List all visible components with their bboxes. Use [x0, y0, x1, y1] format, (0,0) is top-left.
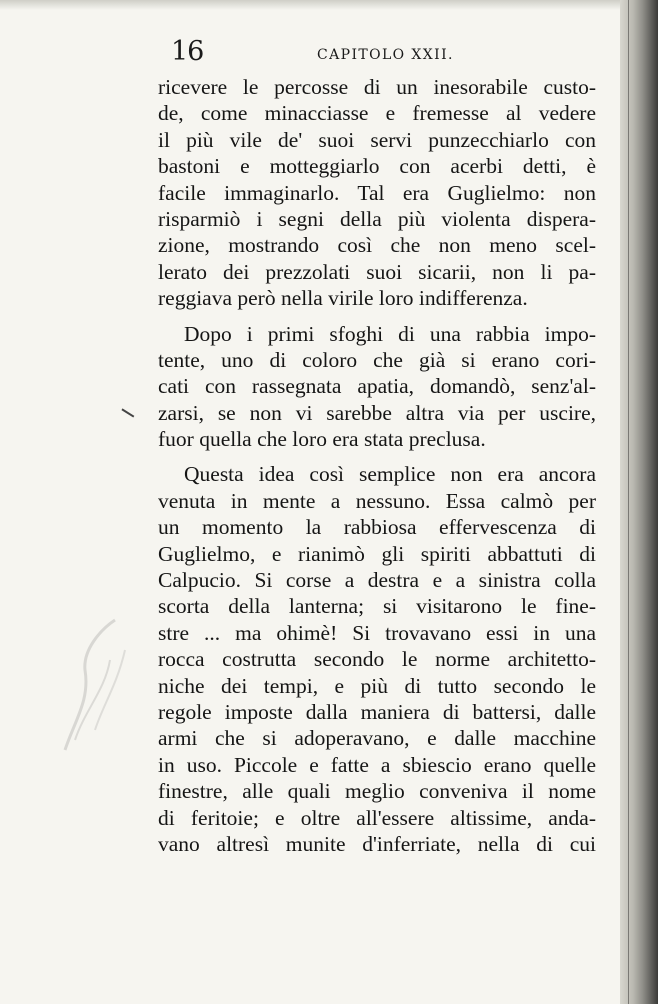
text-line: risparmiò i segni della più violenta dispera- [158, 206, 596, 231]
book-binding-edge [620, 0, 658, 1004]
text-line: fuor quella che loro era stata preclusa. [158, 427, 486, 452]
text-line: ricevere le percosse di un inesorabile custo- [158, 75, 596, 99]
text-line: bastoni e motteggiarlo con acerbi detti, è [158, 154, 596, 179]
text-line: il più vile de' suoi servi punzecchiarlo con [158, 127, 596, 152]
text-line: Dopo i primi sfoghi di una rabbia impo- [184, 321, 596, 346]
paragraph-1 [158, 74, 596, 312]
text-line: regole imposte dalla maniera di battersi, dalle [158, 699, 596, 724]
text-line: cati con rassegnata apatia, domandò, senz'al- [158, 374, 596, 399]
text-line: lerato dei prezzolati suoi sicarii, non li pa- [158, 259, 596, 284]
page-edge-line [628, 0, 629, 1004]
running-head: CAPITOLO XXII. [317, 47, 454, 63]
text-line: venuta in mente a nessuno. Essa calmò per [158, 488, 596, 513]
text-line: zarsi, se non vi sarebbe altra via per uscire, [158, 400, 596, 425]
text-line: armi che si adoperavano, e dalle macchine [158, 726, 596, 751]
text-line: niche dei tempi, e più di tutto secondo le [158, 673, 596, 698]
text-line: in uso. Piccole e fatte a sbiescio erano quelle [158, 752, 596, 777]
text-line: Calpucio. Si corse a destra e a sinistra colla [158, 568, 596, 593]
text-line: Questa idea così semplice non era ancora [184, 462, 596, 487]
margin-tick-mark [122, 408, 135, 417]
text-line: tente, uno di coloro che già si erano cori- [158, 347, 596, 372]
paragraph-2 [158, 321, 596, 453]
text-line: stre ... ma ohimè! Si trovavano essi in una [158, 620, 596, 645]
text-line: di feritoie; e oltre all'essere altissime, anda- [158, 805, 596, 830]
body-text [158, 74, 596, 857]
text-line: Guglielmo, e rianimò gli spiriti abbattuti di [158, 541, 596, 566]
text-line: zione, mostrando così che non meno scel- [158, 233, 596, 258]
page-number: 16 [171, 36, 204, 67]
page-top-shadow [0, 0, 620, 10]
text-line: de, come minacciasse e fremesse al vedere [158, 101, 596, 126]
paragraph-gap [158, 452, 596, 461]
text-line: rocca costrutta secondo le norme architetto- [158, 647, 596, 672]
text-line: reggiava però nella virile loro indifferenza. [158, 286, 528, 311]
paragraph-3 [158, 461, 596, 857]
text-line: vano altresì munite d'inferriate, nella di cui [158, 831, 596, 856]
text-line: un momento la rabbiosa effervescenza di [158, 515, 596, 540]
paragraph-gap [158, 312, 596, 321]
text-line: finestre, alle quali meglio conveniva il nome [158, 779, 596, 804]
text-line: facile immaginarlo. Tal era Guglielmo: non [158, 180, 596, 205]
text-line: scorta della lanterna; si visitarono le fine- [158, 594, 596, 619]
pencil-marginalia-mark [55, 610, 135, 760]
